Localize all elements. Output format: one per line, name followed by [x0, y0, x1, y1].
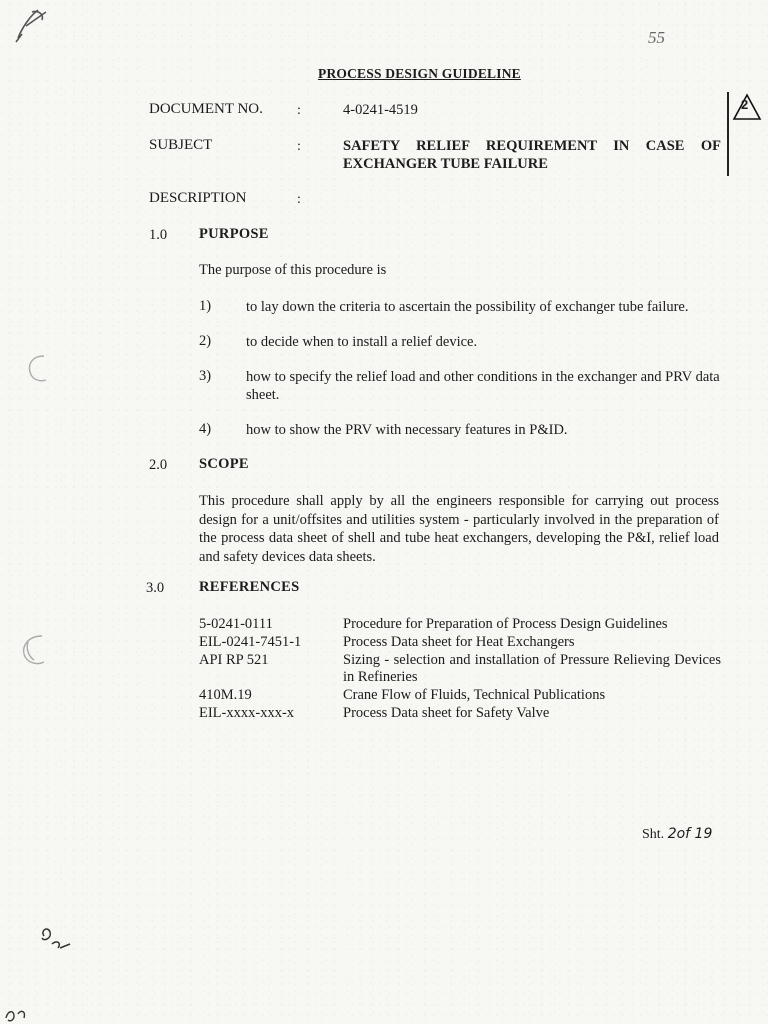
- reference-code: EIL-xxxx-xxx-x: [199, 705, 295, 721]
- section-heading-scope: SCOPE: [199, 456, 249, 472]
- purpose-item-text: how to show the PRV with necessary features in P&ID.: [246, 422, 568, 438]
- description-colon: :: [297, 192, 301, 207]
- section-number-scope: 2.0: [149, 457, 168, 473]
- reference-code: 410M.19: [199, 687, 252, 703]
- subject-label: SUBJECT: [149, 137, 213, 153]
- purpose-item-text: how to specify the relief load and other conditions in the exchanger and PRV data sheet.: [246, 369, 720, 403]
- reference-code: 5-0241-0111: [199, 616, 273, 632]
- section-number-references: 3.0: [146, 580, 165, 596]
- reference-description: Process Data sheet for Heat Exchangers: [343, 634, 575, 650]
- scope-paragraph: This procedure shall apply by all the engineers responsible for carrying out process design for a unit/offsites and utilities system - particularly involved in the preparation of the process data sheet of shell and tube heat exchangers, developing the P&I, relief load and safety devices data sheets.: [199, 493, 719, 565]
- sheet-reference: [642, 826, 712, 843]
- purpose-item-number: 1): [199, 298, 212, 314]
- page-title: PROCESS DESIGN GUIDELINE: [318, 66, 521, 81]
- reference-description: Procedure for Preparation of Process Design Guidelines: [343, 616, 668, 632]
- document-no-label: DOCUMENT NO.: [149, 101, 263, 117]
- sheet-number-handwritten: 2of 19: [667, 826, 713, 842]
- handwritten-corner-mark-icon: [2, 1004, 36, 1024]
- reference-description: Crane Flow of Fluids, Technical Publications: [343, 687, 606, 703]
- reference-code: EIL-0241-7451-1: [199, 634, 302, 650]
- revision-number: 2: [741, 97, 749, 112]
- section-heading-purpose: PURPOSE: [199, 226, 269, 242]
- reference-description: Process Data sheet for Safety Valve: [343, 705, 550, 721]
- purpose-item-text: to lay down the criteria to ascertain the possibility of exchanger tube failure.: [246, 299, 689, 315]
- document-no-colon: :: [297, 103, 301, 118]
- purpose-item-number: 3): [199, 368, 212, 384]
- subject-colon: :: [297, 139, 301, 154]
- reference-code: API RP 521: [199, 652, 269, 668]
- purpose-item-number: 2): [199, 333, 212, 349]
- purpose-intro: The purpose of this procedure is: [199, 262, 387, 278]
- description-label: DESCRIPTION: [149, 190, 247, 206]
- section-heading-references: REFERENCES: [199, 579, 300, 595]
- revision-bar: [727, 92, 729, 176]
- handwritten-mark-top-left-icon: [12, 4, 56, 44]
- subject-value: SAFETY RELIEF REQUIREMENT IN CASE OF EXCHANGER TUBE FAILURE: [343, 138, 721, 172]
- sheet-prefix: Sht.: [642, 827, 665, 842]
- binder-hole-mark-2-icon: [16, 628, 50, 670]
- document-no-value: 4-0241-4519: [343, 102, 418, 118]
- page-number: 55: [648, 28, 665, 47]
- section-number-purpose: 1.0: [149, 227, 168, 243]
- reference-description: Sizing - selection and installation of Pressure Relieving Devices in Refineries: [343, 652, 721, 685]
- purpose-item-number: 4): [199, 421, 212, 437]
- binder-hole-mark-icon: [22, 350, 52, 386]
- handwritten-initials-icon: [36, 922, 76, 956]
- purpose-item-text: to decide when to install a relief device.: [246, 334, 478, 350]
